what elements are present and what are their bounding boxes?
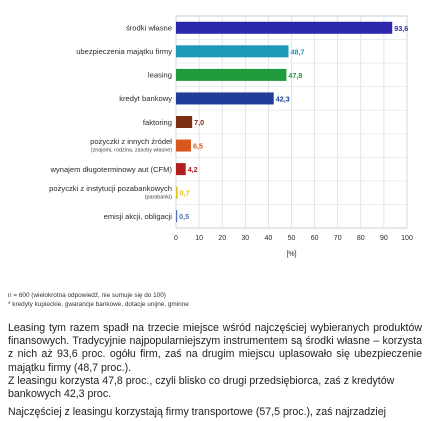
bar [176, 45, 288, 57]
x-tick-label: 50 [287, 235, 296, 242]
x-tick-label: 20 [218, 235, 227, 242]
category-sublabel: (parabanki) [144, 194, 172, 201]
bar [176, 163, 186, 175]
data-label: 42,3 [275, 94, 290, 104]
x-tick-label: 40 [264, 235, 273, 242]
category-label: pożyczki z instytucji pozabankowych [49, 184, 172, 194]
x-tick-label: 30 [241, 235, 250, 242]
data-label: 6,5 [193, 141, 204, 151]
data-label: 47,8 [288, 70, 303, 80]
article-paragraph-1: Leasing tym razem spadł na trzecie miejsce wśród najczęściej wybieranych produktów finansowych. Tradycyjnie najpopularniejszym instrumentem są środki własne – korzysta z nich aż 93,6 proc. ogółu firm, zaś na drugim miejscu uplasowało się ubezpieczenie majątku firmy (48,7 proc.). [8, 322, 422, 374]
data-label: 93,6 [394, 23, 409, 33]
x-axis-label: [%] [286, 251, 297, 258]
data-label: 0,5 [179, 212, 190, 222]
bar [176, 116, 192, 128]
category-label: kredyt bankowy [119, 94, 172, 104]
category-label: środki własne [125, 23, 172, 33]
footnote: * kredyty kupieckie, gwarancje bankowe, dotacje unijne, gminne [8, 301, 189, 308]
sample-size-note: n = 600 (wielokrotna odpowiedź, nie sumuje się do 100) [8, 292, 166, 299]
bar [176, 187, 178, 199]
bar [176, 22, 392, 34]
category-label: wynajem długoterminowy aut (CFM) [50, 164, 172, 174]
x-tick-label: 100 [401, 235, 413, 242]
category-label: emisji akcji, obligacji [103, 212, 172, 222]
article-paragraph-2: Z leasingu korzysta 47,8 proc., czyli blisko co drugi przedsiębiorca, zaś z kredytów bankowych 42,3 proc. [8, 375, 395, 401]
x-tick-label: 0 [174, 235, 178, 242]
data-label: 48,7 [290, 47, 305, 57]
x-tick-label: 80 [356, 235, 365, 242]
x-tick-label: 90 [380, 235, 388, 242]
bar [176, 210, 177, 222]
x-tick-label: 70 [333, 235, 342, 242]
bar [176, 92, 274, 104]
data-label: 7,0 [194, 118, 205, 127]
bar [176, 69, 286, 81]
bar [176, 140, 191, 152]
data-label: 4,2 [187, 165, 198, 175]
category-label: pożyczki z innych źródeł [90, 137, 172, 147]
x-tick-label: 10 [195, 235, 203, 242]
category-label: leasing [147, 70, 172, 80]
category-label: faktoring [142, 117, 172, 127]
article-paragraph-3: Najczęściej z leasingu korzystają firmy transportowe (57,5 proc.), zaś najrzadziej [8, 406, 386, 418]
data-label: 0,7 [179, 188, 190, 198]
x-tick-label: 60 [310, 235, 319, 242]
category-label: ubezpieczenia majątku firmy [76, 47, 172, 57]
category-sublabel: (znajomi, rodzina, zasoby własne) [90, 147, 172, 154]
